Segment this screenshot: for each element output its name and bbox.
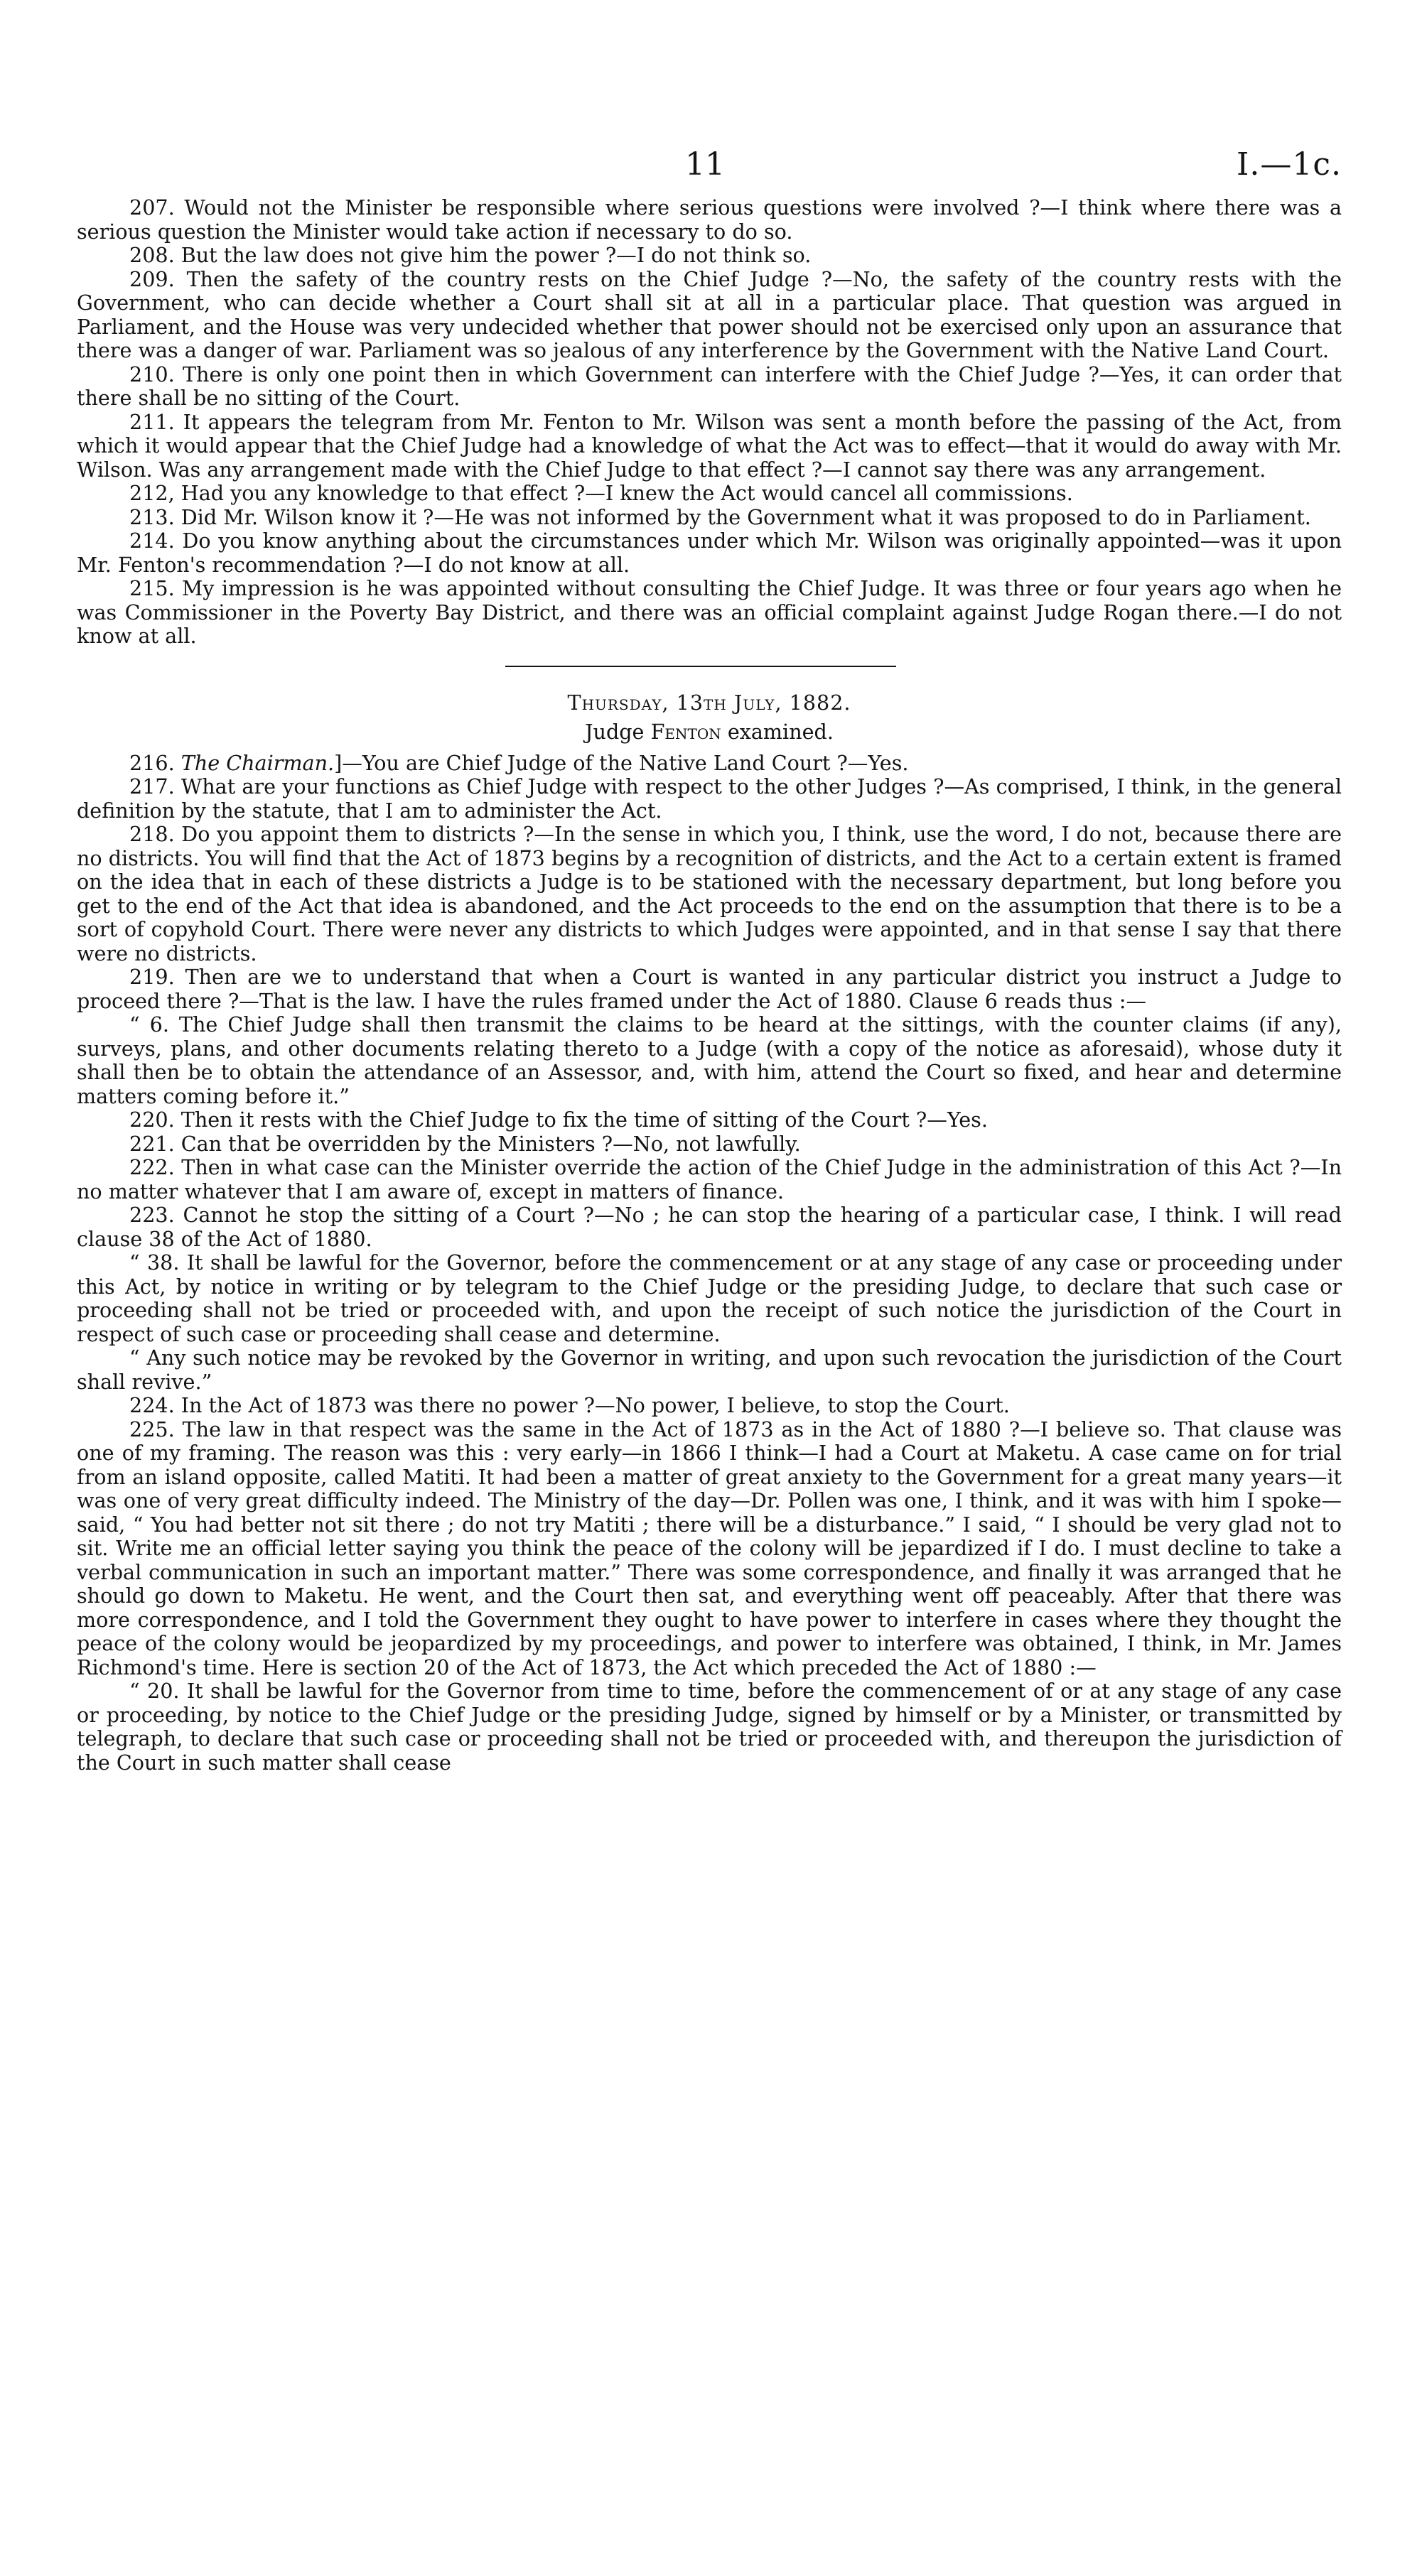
quoted-clause: “ 20. It shall be lawful for the Governor from time to time, before the commencement of or at any stage of any case or proceeding, by notice to the Chief Judge or the presiding Judge, signed by himself or by a Minister, or transmitted by telegraph, to declare that such case or proceeding shall not be tried or proceeded with, and thereupon the jurisdiction of the Court in such matter shall cease (77, 1679, 1342, 1775)
paragraph-212: 212, Had you any knowledge to that effect ?—I knew the Act would cancel all commissions. (129, 481, 1073, 505)
testimony-paragraph: 220. Then it rests with the Chief Judge to fix the time of sitting of the Court ?—Yes. (129, 1108, 988, 1132)
session-date: Thursday, 13th July, 1882. (567, 690, 851, 715)
witness-suffix: examined. (721, 720, 834, 744)
speaker-name: The Chairman. (181, 750, 335, 775)
paragraph-207: 207. Would not the Minister be responsible where serious questions were involved ?—I think where there was a serious question the Minister would take action if necessary to do so. (77, 195, 1342, 244)
paragraph-208: 208. But the law does not give him the power ?—I do not think so. (129, 243, 812, 267)
testimony-paragraph: 218. Do you appoint them to districts ?—In the sense in which you, I think, use the word, I do not, because there are no districts. You will find that the Act of 1873 begins by a recognition of districts, and the Act to a certain extent is framed on the idea that in each of these districts a Judge is to be stationed with the necessary department, but long before you get to the end of the Act that idea is abandoned, and the Act proceeds to the end on the assumption that there is to be a sort of copyhold Court. There were never any districts to which Judges were appointed, and in that sense I say that there were no districts. (77, 822, 1342, 965)
page-header (77, 146, 1342, 196)
paragraph-214: 214. Do you know anything about the circumstances under which Mr. Wilson was originally appointed—was it upon Mr. Fenton's recommendation ?—I do not know at all. (77, 529, 1342, 577)
witness-prefix: Judge (585, 720, 651, 744)
paragraph-211: 211. It appears the telegram from Mr. Fenton to Mr. Wilson was sent a month before the passing of the Act, from which it would appear that the Chief Judge had a knowledge of what the Act was to effect—that it would do away with Mr. Wilson. Was any arrangement made with the Chief Judge to that effect ?—I cannot say there was any arrangement. (77, 409, 1342, 482)
testimony-paragraph: 219. Then are we to understand that when a Court is wanted in any particular district you instruct a Judge to proceed there ?—That is the law. I have the rules framed under the Act of 1880. Clause 6 reads thus :— (77, 965, 1342, 1013)
page-number: 11 (685, 146, 725, 183)
quoted-clause: “ 6. The Chief Judge shall then transmit the claims to be heard at the sittings, with the counter claims (if any), surveys, plans, and other documents relating thereto to a Judge (with a copy of the notice as aforesaid), whose duty it shall then be to obtain the attendance of an Assessor, and, with him, attend the Court so fixed, and hear and determine matters coming before it.” (77, 1012, 1342, 1108)
testimony-paragraph: 223. Cannot he stop the sitting of a Court ?—No ; he can stop the hearing of a particular case, I think. I will read clause 38 of the Act of 1880. (77, 1203, 1342, 1251)
paragraph-213: 213. Did Mr. Wilson know it ?—He was not informed by the Government what it was proposed to do in Parliament. (129, 504, 1311, 529)
testimony-paragraph: 224. In the Act of 1873 was there no power ?—No power, I believe, to stop the Court. (129, 1393, 1010, 1417)
quoted-clause: “ Any such notice may be revoked by the Governor in writing, and upon such revocation the jurisdiction of the Court shall revive.” (77, 1346, 1342, 1394)
testimony-after (77, 775, 1342, 1775)
quoted-clause: “ 38. It shall be lawful for the Governor, before the commencement or at any stage of any case or proceeding under this Act, by notice in writing or by telegram to the Chief Judge or the presiding Judge, to declare that such case or proceeding shall not be tried or proceeded with, and upon the receipt of such notice the jurisdiction of the Court in respect of such case or proceeding shall cease and determine. (77, 1250, 1342, 1346)
witness-name: Fenton (650, 720, 721, 744)
section-divider (505, 666, 896, 667)
testimony-paragraph: 225. The law in that respect was the same in the Act of 1873 as in the Act of 1880 ?—I believe so. That clause was one of my framing. The reason was this : very early—in 1866 I think—I had a Court at Maketu. A case came on for trial from an island opposite, called Matiti. It had been a matter of great anxiety to the Government for a great many years—it was one of very great difficulty indeed. The Ministry of the day—Dr. Pollen was one, I think, and it was with him I spoke—said, “ You had better not sit there ; do not try Matiti ; there will be a disturbance.” I said, “ I should be very glad not to sit. Write me an official letter saying you think the peace of the colony will be jepardized if I do. I must decline to take a verbal communication in such an important matter.” There was some correspondence, and finally it was arranged that he should go down to Maketu. He went, and the Court then sat, and everything went off peaceably. After that there was more correspondence, and I told the Government they ought to have power to interfere in cases where they thought the peace of the colony would be jeopardized by my proceedings, and power to interfere was obtained, I think, in Mr. James Richmond's time. Here is section 20 of the Act of 1873, the Act which preceded the Act of 1880 :— (77, 1417, 1342, 1679)
paragraph-216: 216. The Chairman.]—You are Chief Judge of the Native Land Court ?—Yes. (129, 750, 909, 775)
testimony-paragraph: 222. Then in what case can the Minister override the action of the Chief Judge in the administration of this Act ?—In no matter whatever that I am aware of, except in matters of finance. (77, 1155, 1342, 1203)
question-216-text: ]—You are Chief Judge of the Native Land Court ?—Yes. (334, 750, 909, 775)
document-page (77, 146, 1342, 1775)
paragraph-209: 209. Then the safety of the country rests on the Chief Judge ?—No, the safety of the country rests with the Government, who can decide whether a Court shall sit at all in a particular place. That question was argued in Parliament, and the House was very undecided whether that power should not be exercised only upon an assurance that there was a danger of war. Parliament was so jealous of any interference by the Government with the Native Land Court. (77, 266, 1342, 362)
paragraph-210: 210. There is only one point then in which Government can interfere with the Chief Judge ?—Yes, it can order that there shall be no sitting of the Court. (77, 362, 1342, 410)
testimony-paragraph: 221. Can that be overridden by the Ministers ?—No, not lawfully. (129, 1131, 801, 1156)
testimony-paragraph: 217. What are your functions as Chief Judge with respect to the other Judges ?—As comprised, I think, in the general definition by the statute, that I am to administer the Act. (77, 774, 1342, 823)
document-reference: I.—1c. (1237, 146, 1342, 183)
testimony-before (77, 196, 1342, 649)
paragraph-215: 215. My impression is he was appointed without consulting the Chief Judge. It was three or four years ago when he was Commissioner in the Poverty Bay District, and there was an official complaint against Judge Rogan there.—I do not know at all. (77, 576, 1342, 648)
witness-heading (77, 720, 1342, 745)
